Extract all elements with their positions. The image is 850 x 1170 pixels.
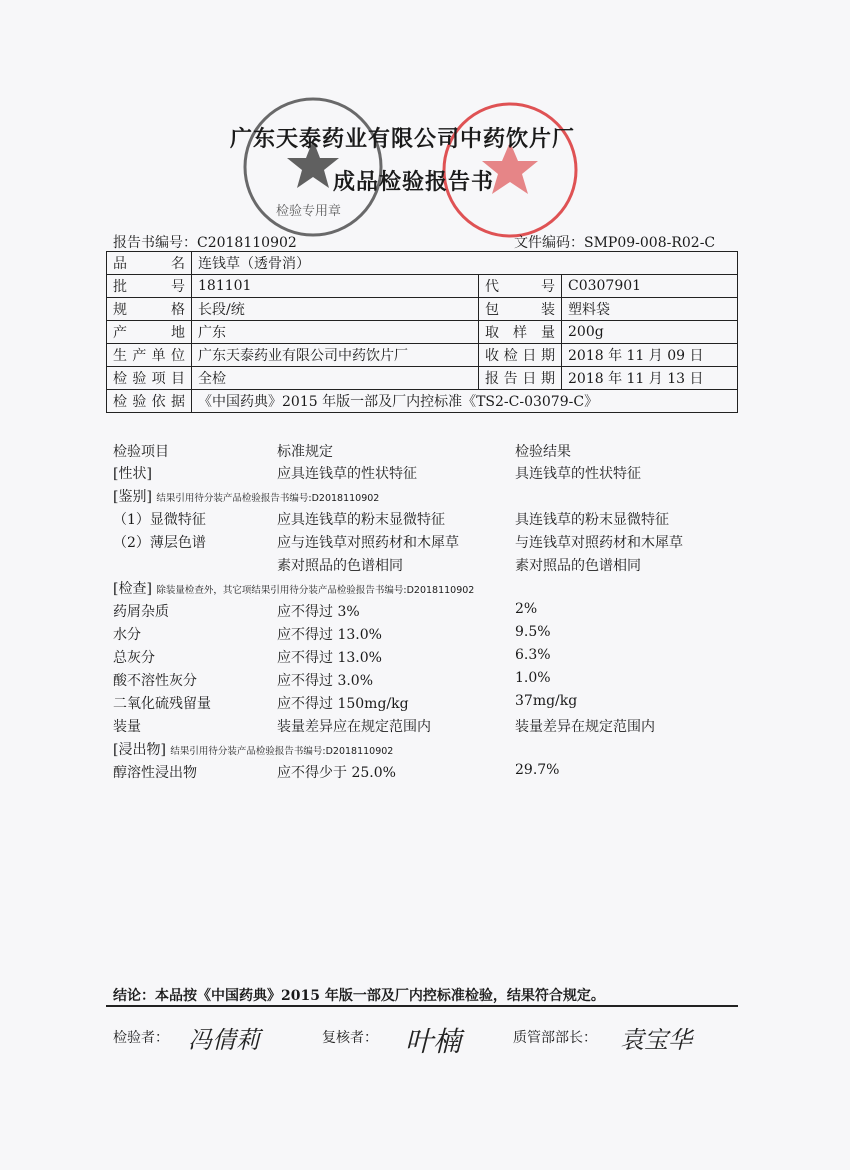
divider [106,1005,738,1007]
table-row: 检验项目 全检 报告日期 2018 年 11 月 13 日 [107,367,738,390]
report-title: 成品检验报告书 [333,169,495,195]
conclusion: 结论：本品按《中国药典》2015 年版一部及厂内控标准检验，结果符合规定。 [113,988,605,1004]
product-label: 品 名 [107,252,192,275]
reviewer-signature: 叶楠 [405,1025,462,1058]
table-row: 批 号 181101 代 号 C0307901 [107,275,738,298]
report-page: 检验专用章 广东天泰药业有限公司中药饮片厂 成品检验报告书 报告书编号：C2018110902 文件编码：SMP09-008-R02-C 品 名 连钱草（透骨消） 批 号 181101 代 号 C0307901 规 格 长段/统 包 装 塑料袋 产 地 广东 取样量 200g 生产单位 广东天泰药业有限公司中药饮片厂 收检日期 2018 年 11 月 09 日 检验项目 全检 报告日期 2018 年 11 月 13 日 检验依据 《中国药典》2015 年版一部及厂内控标准《TS2-C-03079-C》 检验项目 标准规定 检验结果 [性状] 应具连钱草的性状特征 具连钱草的性状特征 [鉴别] 结果引用待分装产品检验报告书编号:D2018110902 （1）显微特征 应具连钱草的粉末显微特征 具连钱草的粉末显微特征 （2）薄层色谱 应与连钱草对照药材和木犀草 与连钱草对照药材和木犀草 素对照品的色谱相同 素对照品的色谱相同 [检查] 除装量检查外，其它项结果引用待分装产品检验报告书编号:D2018110902 药屑杂质 应不得过 3% 2% 水分 应不得过 13.0% 9.5% 总灰分 应不得过 13.0% 6.3% 酸不溶性灰分 应不得过 3.0% 1.0% 二氧化硫残留量 应不得过 150mg/kg 37mg/kg 装量 装量差异应在规定范围内 装量差异在规定范围内 [浸出物] 结果引用待分装产品检验报告书编号:D2018110902 醇溶性浸出物 应不得少于 25.0% 29.7% 结论：本品按《中国药典》2015 年版一部及厂内控标准检验，结果符合规定。 检验者： 冯倩莉 复核者： 叶楠 质管部部长： 袁宝华 [0,0,850,1170]
inspector-label: 检验者： [113,1030,169,1046]
table-row: 产 地 广东 取样量 200g [107,321,738,344]
product-value: 连钱草（透骨消） [192,252,738,275]
inspector-signature: 冯倩莉 [188,1026,260,1054]
table-row [107,252,738,275]
company-title: 广东天泰药业有限公司中药饮片厂 [230,126,576,152]
qa-label: 质管部部长： [513,1030,597,1046]
file-number: 文件编码：SMP09-008-R02-C [514,235,716,251]
product-info-table [106,251,738,413]
table-row: 生产单位 广东天泰药业有限公司中药饮片厂 收检日期 2018 年 11 月 09 日 [107,344,738,367]
reviewer-label: 复核者： [322,1030,378,1046]
report-number: 报告书编号：C2018110902 [113,235,297,251]
table-row: 检验依据 《中国药典》2015 年版一部及厂内控标准《TS2-C-03079-C》 [107,390,738,413]
qa-signature: 袁宝华 [620,1026,692,1054]
table-row: 规 格 长段/统 包 装 塑料袋 [107,298,738,321]
black-seal-caption: 检验专用章 [276,204,342,219]
